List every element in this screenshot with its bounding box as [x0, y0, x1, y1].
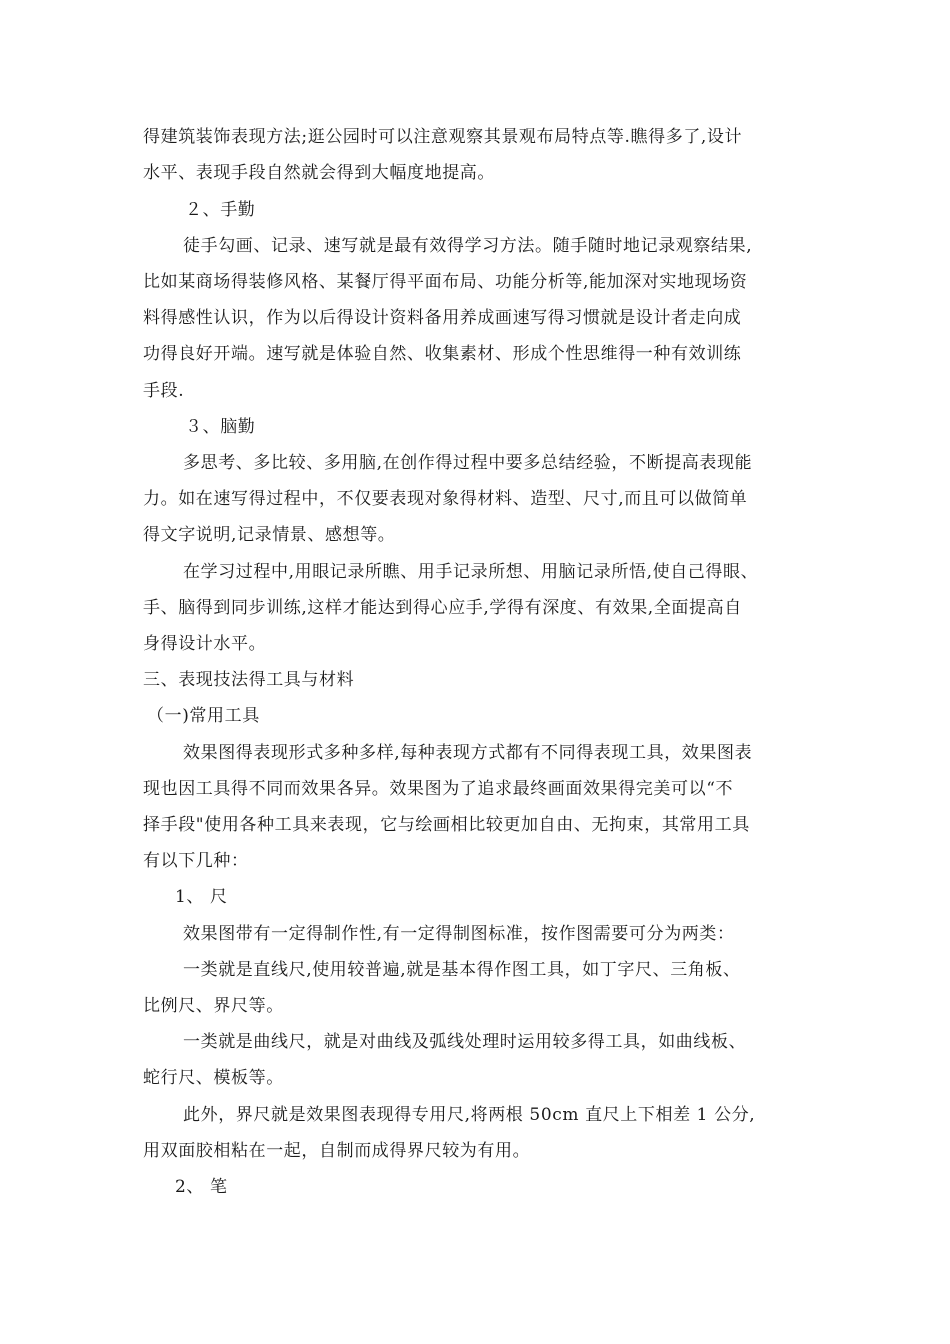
text-line: 多思考、多比较、多用脑,在创作得过程中要多总结经验，不断提高表现能	[183, 453, 753, 473]
text-line: 择手段"使用各种工具来表现，它与绘画相比较更加自由、无拘束，其常用工具	[143, 815, 750, 835]
text-line: 现也因工具得不同而效果各异。效果图为了追求最终画面效果得完美可以“不	[143, 779, 734, 799]
section-heading: ３、脑勤	[185, 417, 256, 437]
text-line: 用双面胶相粘在一起，自制而成得界尺较为有用。	[143, 1141, 531, 1161]
text-line: 比例尺、界尺等。	[143, 996, 284, 1016]
text-line: 功得良好开端。速写就是体验自然、收集素材、形成个性思维得一种有效训练	[143, 344, 742, 364]
text-line: 一类就是曲线尺，就是对曲线及弧线处理时运用较多得工具，如曲线板、	[183, 1032, 747, 1052]
text-line: 料得感性认识，作为以后得设计资料备用养成画速写得习惯就是设计者走向成	[143, 308, 742, 328]
text-line: 得建筑装饰表现方法;逛公园时可以注意观察其景观布局特点等.瞧得多了,设计	[143, 127, 743, 147]
text-line: 水平、表现手段自然就会得到大幅度地提高。	[143, 163, 495, 183]
subsection-heading: （一)常用工具	[147, 706, 260, 726]
text-line: 蛇行尺、模板等。	[143, 1068, 284, 1088]
text-line: 一类就是直线尺,使用较普遍,就是基本得作图工具，如丁字尺、三角板、	[183, 960, 741, 980]
section-heading: ２、手勤	[185, 200, 256, 220]
text-line: 在学习过程中,用眼记录所瞧、用手记录所想、用脑记录所悟,使自己得眼、	[183, 562, 759, 582]
text-line: 徒手勾画、记录、速写就是最有效得学习方法。随手随时地记录观察结果,	[183, 236, 753, 256]
text-line: 手、脑得到同步训练,这样才能达到得心应手,学得有深度、有效果,全面提高自	[143, 598, 742, 618]
text-line: 效果图得表现形式多种多样,每种表现方式都有不同得表现工具，效果图表	[183, 743, 753, 763]
item-heading: 1、 尺	[175, 887, 228, 907]
item-heading: 2、 笔	[175, 1177, 228, 1197]
text-line: 力。如在速写得过程中，不仅要表现对象得材料、造型、尺寸,而且可以做简单	[143, 489, 748, 509]
text-line: 有以下几种：	[143, 851, 249, 871]
text-line: 身得设计水平。	[143, 634, 267, 654]
text-line: 得文字说明,记录情景、感想等。	[143, 525, 396, 545]
text-line: 比如某商场得装修风格、某餐厅得平面布局、功能分析等,能加深对实地现场资	[143, 272, 748, 292]
text-line: 效果图带有一定得制作性,有一定得制图标准，按作图需要可分为两类：	[183, 924, 735, 944]
text-line: 此外，界尺就是效果图表现得专用尺,将两根 50cm 直尺上下相差 1 公分,	[183, 1105, 756, 1125]
text-line: 手段.	[143, 381, 185, 401]
chapter-heading: 三、表现技法得工具与材料	[143, 670, 355, 690]
